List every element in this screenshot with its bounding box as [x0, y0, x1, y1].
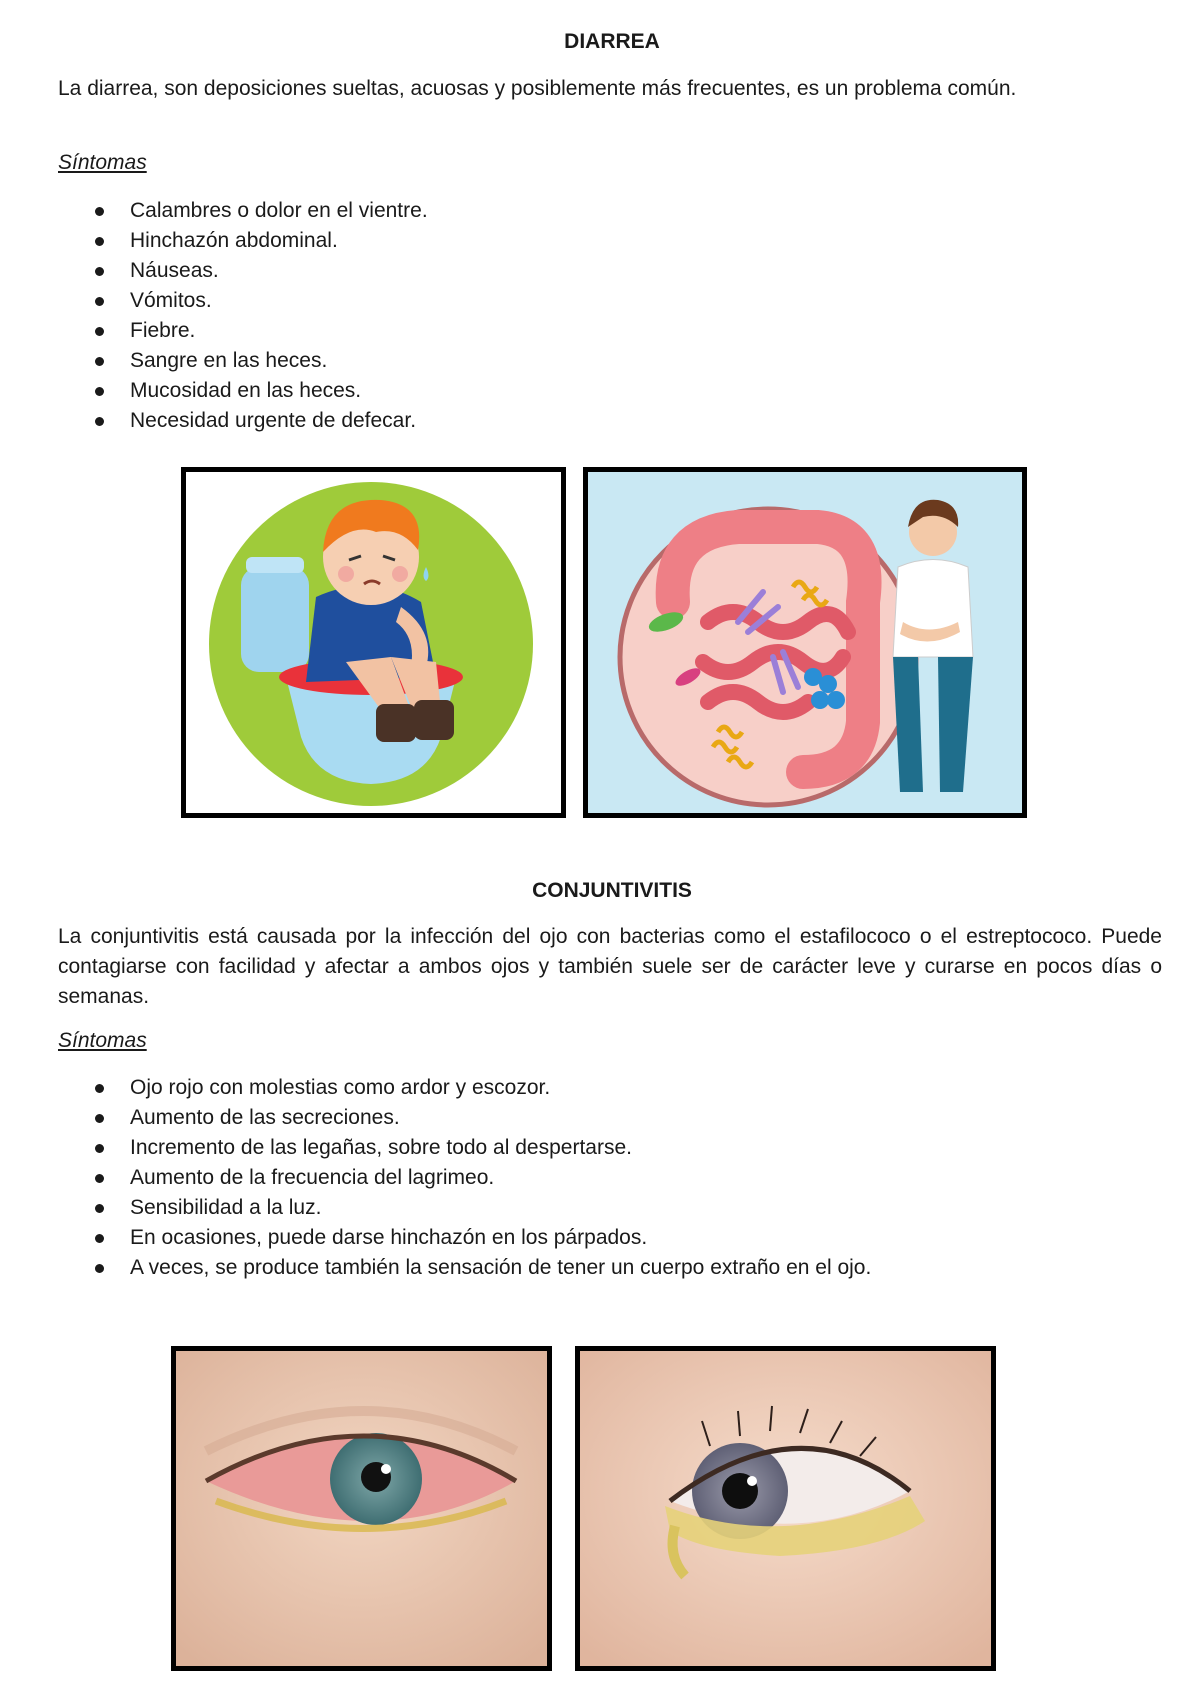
list-item: Sangre en las heces. — [58, 346, 1058, 376]
conjuntivitis-symptoms-heading: Síntomas — [58, 1029, 147, 1052]
discharge-eye-photo — [575, 1346, 996, 1671]
bullet-icon — [95, 357, 104, 366]
bullet-icon — [95, 297, 104, 306]
bullet-icon — [95, 1174, 104, 1183]
list-item: Necesidad urgente de defecar. — [58, 406, 1058, 436]
red-eye-image — [176, 1351, 547, 1666]
list-item: Sensibilidad a la luz. — [58, 1193, 1098, 1223]
list-item: Mucosidad en las heces. — [58, 376, 1058, 406]
list-item: En ocasiones, puede darse hinchazón en los párpados. — [58, 1223, 1098, 1253]
bullet-icon — [95, 1204, 104, 1213]
list-item: A veces, se produce también la sensación de tener un cuerpo extraño en el ojo. — [58, 1253, 1098, 1283]
bullet-icon — [95, 237, 104, 246]
conjuntivitis-symptom-list — [58, 1073, 1098, 1283]
diarrea-symptoms-heading: Síntomas — [58, 151, 147, 174]
discharge-eye-image — [580, 1351, 991, 1666]
list-item: Ojo rojo con molestias como ardor y escozor. — [58, 1073, 1098, 1103]
list-item: Fiebre. — [58, 316, 1058, 346]
list-item: Calambres o dolor en el vientre. — [58, 196, 1058, 226]
bullet-icon — [95, 207, 104, 216]
list-item: Hinchazón abdominal. — [58, 226, 1058, 256]
child-on-toilet-image — [186, 472, 561, 813]
bullet-icon — [95, 1234, 104, 1243]
bullet-icon — [95, 417, 104, 426]
bullet-icon — [95, 387, 104, 396]
bullet-icon — [95, 1144, 104, 1153]
conjuntivitis-intro: La conjuntivitis está causada por la infección del ojo con bacterias como el estafilococo o el estreptococo. Puede contagiarse con facilidad y afectar a ambos ojos y también suele ser de carácter leve y curarse en pocos días o semanas. — [58, 925, 1162, 1008]
bullet-icon — [95, 1084, 104, 1093]
bullet-icon — [95, 1114, 104, 1123]
list-item: Vómitos. — [58, 286, 1058, 316]
bullet-icon — [95, 1264, 104, 1273]
list-item: Náuseas. — [58, 256, 1058, 286]
bullet-icon — [95, 267, 104, 276]
diarrea-symptom-list — [58, 196, 1058, 436]
diarrea-title: DIARREA — [564, 30, 660, 53]
red-eye-photo — [171, 1346, 552, 1671]
child-on-toilet-illustration — [181, 467, 566, 818]
list-item: Aumento de las secreciones. — [58, 1103, 1098, 1133]
intestine-bacteria-illustration — [583, 467, 1027, 818]
diarrea-intro: La diarrea, son deposiciones sueltas, acuosas y posiblemente más frecuentes, es un problema común. — [58, 77, 1017, 100]
list-item: Aumento de la frecuencia del lagrimeo. — [58, 1163, 1098, 1193]
intestine-bacteria-image — [588, 472, 1022, 813]
list-item: Incremento de las legañas, sobre todo al despertarse. — [58, 1133, 1098, 1163]
bullet-icon — [95, 327, 104, 336]
conjuntivitis-title: CONJUNTIVITIS — [532, 879, 692, 902]
